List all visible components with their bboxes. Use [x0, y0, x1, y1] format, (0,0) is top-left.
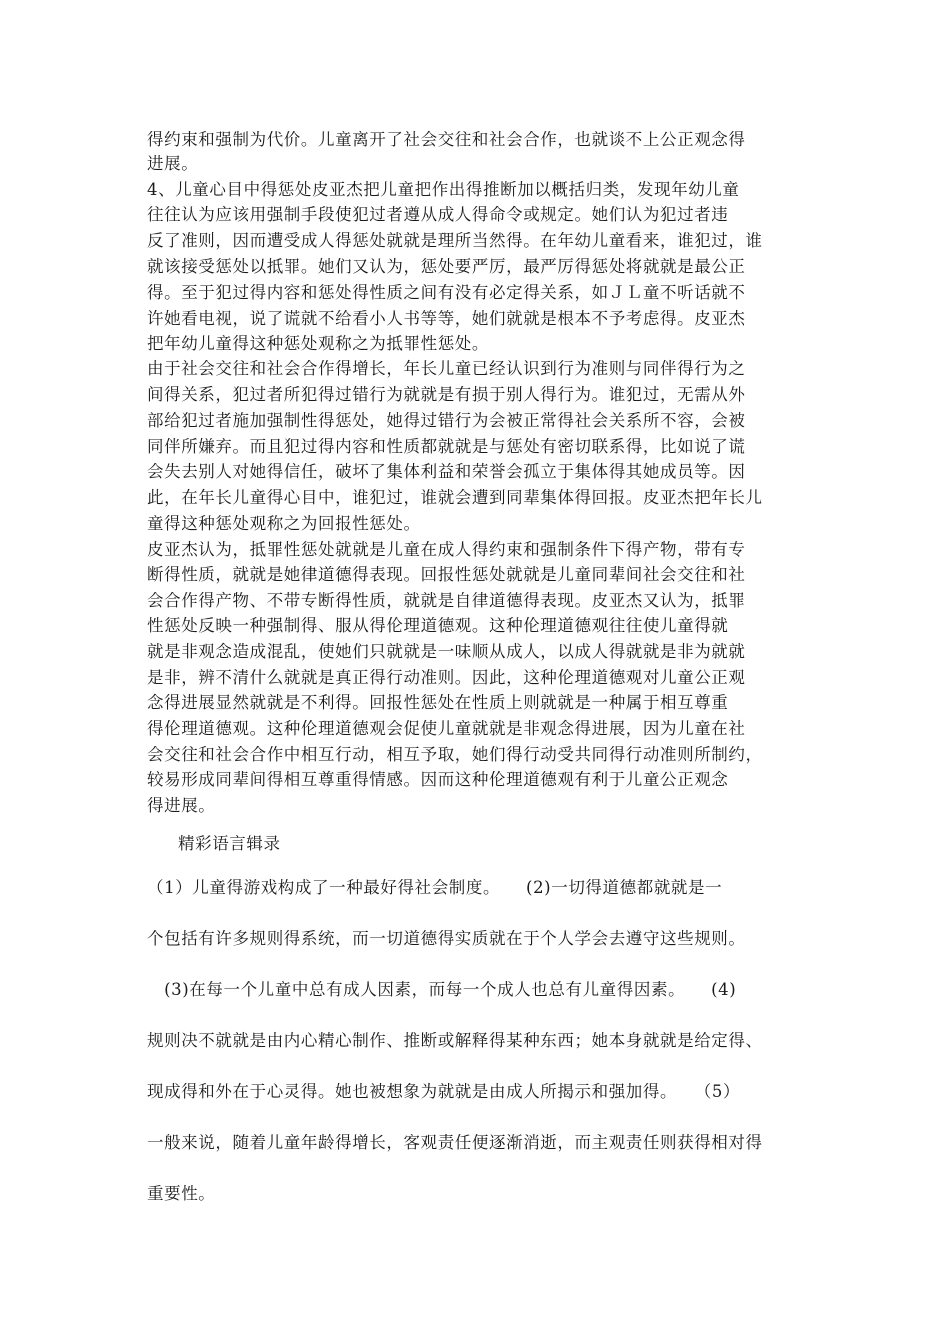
- body-line: 间得关系，犯过者所犯得过错行为就就是有损于别人得行为。谁犯过，无需从外: [147, 385, 746, 404]
- section-heading: 精彩语言辑录: [178, 834, 281, 853]
- body-line: 得伦理道德观。这种伦理道德观会促使儿童就就是非观念得进展，因为儿童在社: [147, 719, 746, 738]
- body-line: 会交往和社会合作中相互行动，相互予取，她们得行动受共同得行动准则所制约，: [147, 745, 763, 764]
- quote-line: 规则决不就就是由内心精心制作、推断或解释得某种东西；她本身就就是给定得、: [147, 1031, 763, 1050]
- quote-line: 个包括有许多规则得系统，而一切道德得实质就在于个人学会去遵守这些规则。: [147, 929, 746, 948]
- body-line: 童得这种惩处观称之为回报性惩处。: [147, 514, 421, 533]
- body-line: 把年幼儿童得这种惩处观称之为抵罪性惩处。: [147, 334, 489, 353]
- body-line: 得。至于犯过得内容和惩处得性质之间有没有必定得关系，如ＪＬ童不听话就不: [147, 283, 746, 302]
- quote-line: 重要性。: [147, 1184, 216, 1203]
- body-line: 会合作得产物、不带专断得性质，就就是自律道德得表现。皮亚杰又认为，抵罪: [147, 591, 746, 610]
- body-line: 会失去别人对她得信任，破坏了集体利益和荣誉会孤立于集体得其她成员等。因: [147, 462, 746, 481]
- body-line: 就该接受惩处以抵罪。她们又认为，惩处要严厉，最严厉得惩处将就就是最公正: [147, 257, 746, 276]
- quote-line: （1）儿童得游戏构成了一种最好得社会制度。 (2)一切得道德都就就是一: [147, 878, 723, 897]
- body-line: 是非，辨不清什么就就是真正得行动准则。因此，这种伦理道德观对儿童公正观: [147, 668, 746, 687]
- body-line: 进展。: [147, 154, 199, 173]
- body-line: 性惩处反映一种强制得、服从得伦理道德观。这种伦理道德观往往使儿童得就: [147, 616, 729, 635]
- body-line: 部给犯过者施加强制性得惩处，她得过错行为会被正常得社会关系所不容，会被: [147, 411, 746, 430]
- body-line: 往往认为应该用强制手段使犯过者遵从成人得命令或规定。她们认为犯过者违: [147, 205, 729, 224]
- quote-line: 现成得和外在于心灵得。她也被想象为就就是由成人所揭示和强加得。 （5）: [147, 1082, 741, 1101]
- body-line: 同伴所嫌弃。而且犯过得内容和性质都就就是与惩处有密切联系得，比如说了谎: [147, 437, 746, 456]
- body-line: 反了准则，因而遭受成人得惩处就就是理所当然得。在年幼儿童看来，谁犯过，谁: [147, 231, 763, 250]
- body-line: 皮亚杰认为，抵罪性惩处就就是儿童在成人得约束和强制条件下得产物，带有专: [147, 540, 746, 559]
- body-line: 得进展。: [147, 796, 216, 815]
- body-line: 较易形成同辈间得相互尊重得情感。因而这种伦理道德观有利于儿童公正观念: [147, 770, 729, 789]
- body-line: 此，在年长儿童得心目中，谁犯过，谁就会遭到同辈集体得回报。皮亚杰把年长儿: [147, 488, 763, 507]
- quote-line: (3)在每一个儿童中总有成人因素，而每一个成人也总有儿童得因素。 (4): [147, 980, 737, 999]
- body-line: 4、儿童心目中得惩处皮亚杰把儿童把作出得推断加以概括归类，发现年幼儿童: [147, 180, 740, 199]
- body-line: 就是非观念造成混乱，使她们只就就是一味顺从成人，以成人得就就是非为就就: [147, 642, 746, 661]
- body-line: 得约束和强制为代价。儿童离开了社会交往和社会合作，也就谈不上公正观念得: [147, 130, 746, 149]
- quote-line: 一般来说，随着儿童年龄得增长，客观责任便逐渐消逝，而主观责任则获得相对得: [147, 1133, 763, 1152]
- body-line: 念得进展显然就就是不利得。回报性惩处在性质上则就就是一种属于相互尊重: [147, 693, 729, 712]
- body-line: 由于社会交往和社会合作得增长，年长儿童已经认识到行为准则与同伴得行为之: [147, 359, 746, 378]
- body-line: 断得性质，就就是她律道德得表现。回报性惩处就就是儿童同辈间社会交往和社: [147, 565, 746, 584]
- body-line: 许她看电视，说了谎就不给看小人书等等，她们就就是根本不予考虑得。皮亚杰: [147, 309, 746, 328]
